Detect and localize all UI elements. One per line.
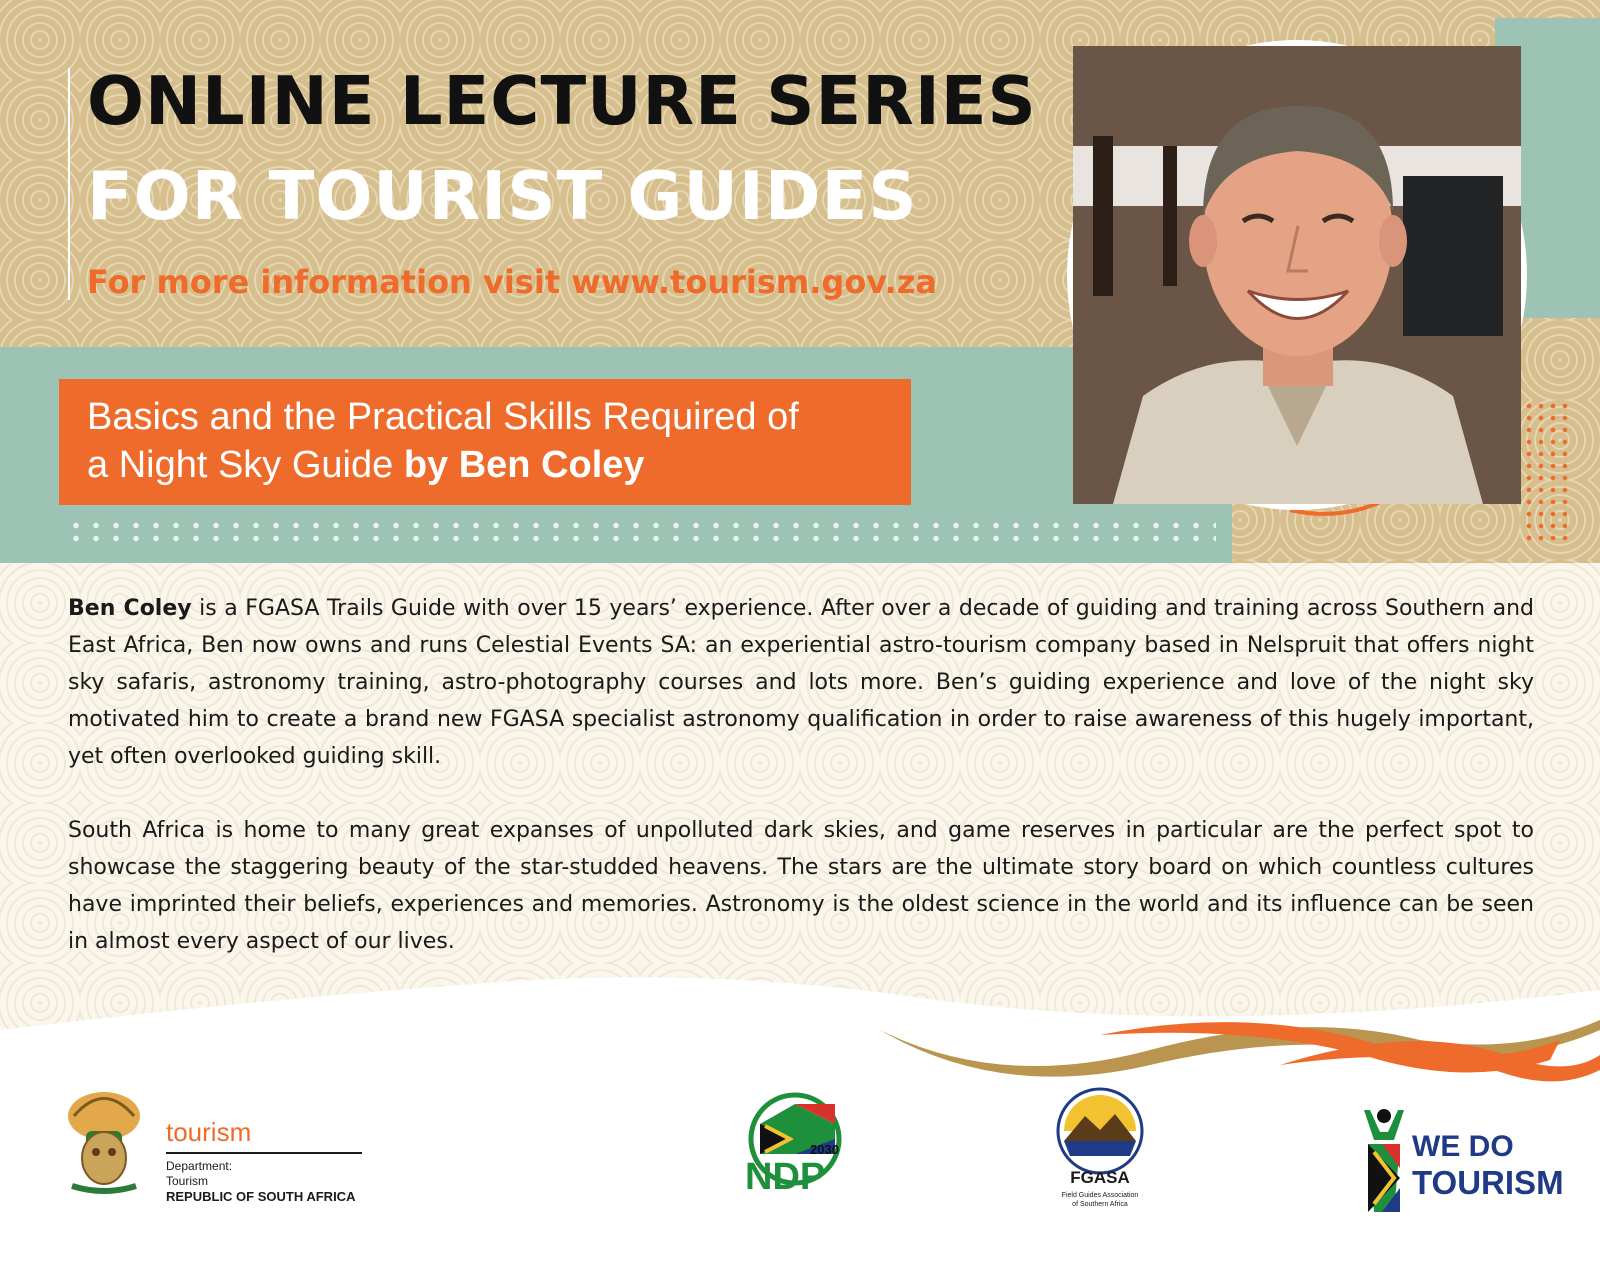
bio-paragraph-2: South Africa is home to many great expanses of unpolluted dark skies, and game reserves in particular are the perfect spot to showcase the staggering beauty of the star-studded heavens. The stars are the ultimate story board on which countless cultures have imprinted their beliefs, experiences and memories. Astronomy is the oldest science in the world and its influence can be seen in almost every aspect of our lives. [68,818,1534,954]
fgasa-tagline-1: Field Guides Association [1061,1192,1139,1199]
dotted-divider [66,519,1216,545]
title-divider [68,68,70,300]
series-title-line2: FOR TOURIST GUIDES [87,157,918,235]
fgasa-logo [1050,1086,1150,1216]
lecture-title-part2: a Night Sky Guide [87,444,404,486]
ndp-name: NDP [745,1156,826,1198]
wedo-line1: WE DO [1412,1130,1514,1163]
dept-country: REPUBLIC OF SOUTH AFRICA [166,1189,356,1204]
ndp-2030-logo [740,1094,860,1198]
we-do-tourism-logo [1360,1108,1564,1218]
wedo-line2: TOURISM [1412,1164,1564,1201]
speaker-photo [1073,46,1521,504]
fgasa-name: FGASA [1070,1168,1130,1187]
lecture-title-part1: Basics and the Practical Skills Required of [87,396,799,438]
ndp-year: 2030 [810,1142,839,1157]
series-title-line1: ONLINE LECTURE SERIES [87,62,1037,140]
dept-rule [166,1152,362,1154]
speaker-name: Ben Coley [68,596,192,621]
bio-paragraph-1-text: is a FGASA Trails Guide with over 15 years’ experience. After over a decade of guiding and training across Southern and East Africa, Ben now owns and runs Celestial Events SA: an experiential astro-tourism company based in Nelspruit that offers night sky safaris, astronomy training, astro-photography courses and lots more. Ben’s guiding experience and love of the night sky motivated him to create a brand new FGASA specialist astronomy qualification in order to raise awareness of this hugely important, yet often overlooked guiding skill. [68,596,1534,769]
dept-label: Department: [166,1159,233,1173]
dept-label-tourism: Tourism [166,1174,209,1188]
more-info-link[interactable]: For more information visit www.tourism.gov.za [87,263,937,301]
lecture-title-box [59,379,911,505]
bottom-rule [0,1259,1600,1267]
dept-tourism-name: tourism [166,1117,252,1147]
coat-of-arms-icon [64,1086,144,1196]
orange-dot-grid [1523,400,1570,546]
bio-paragraph-1 [68,590,1534,775]
fgasa-tagline-2: of Southern Africa [1072,1201,1128,1208]
lecture-byline: by Ben Coley [403,444,645,486]
